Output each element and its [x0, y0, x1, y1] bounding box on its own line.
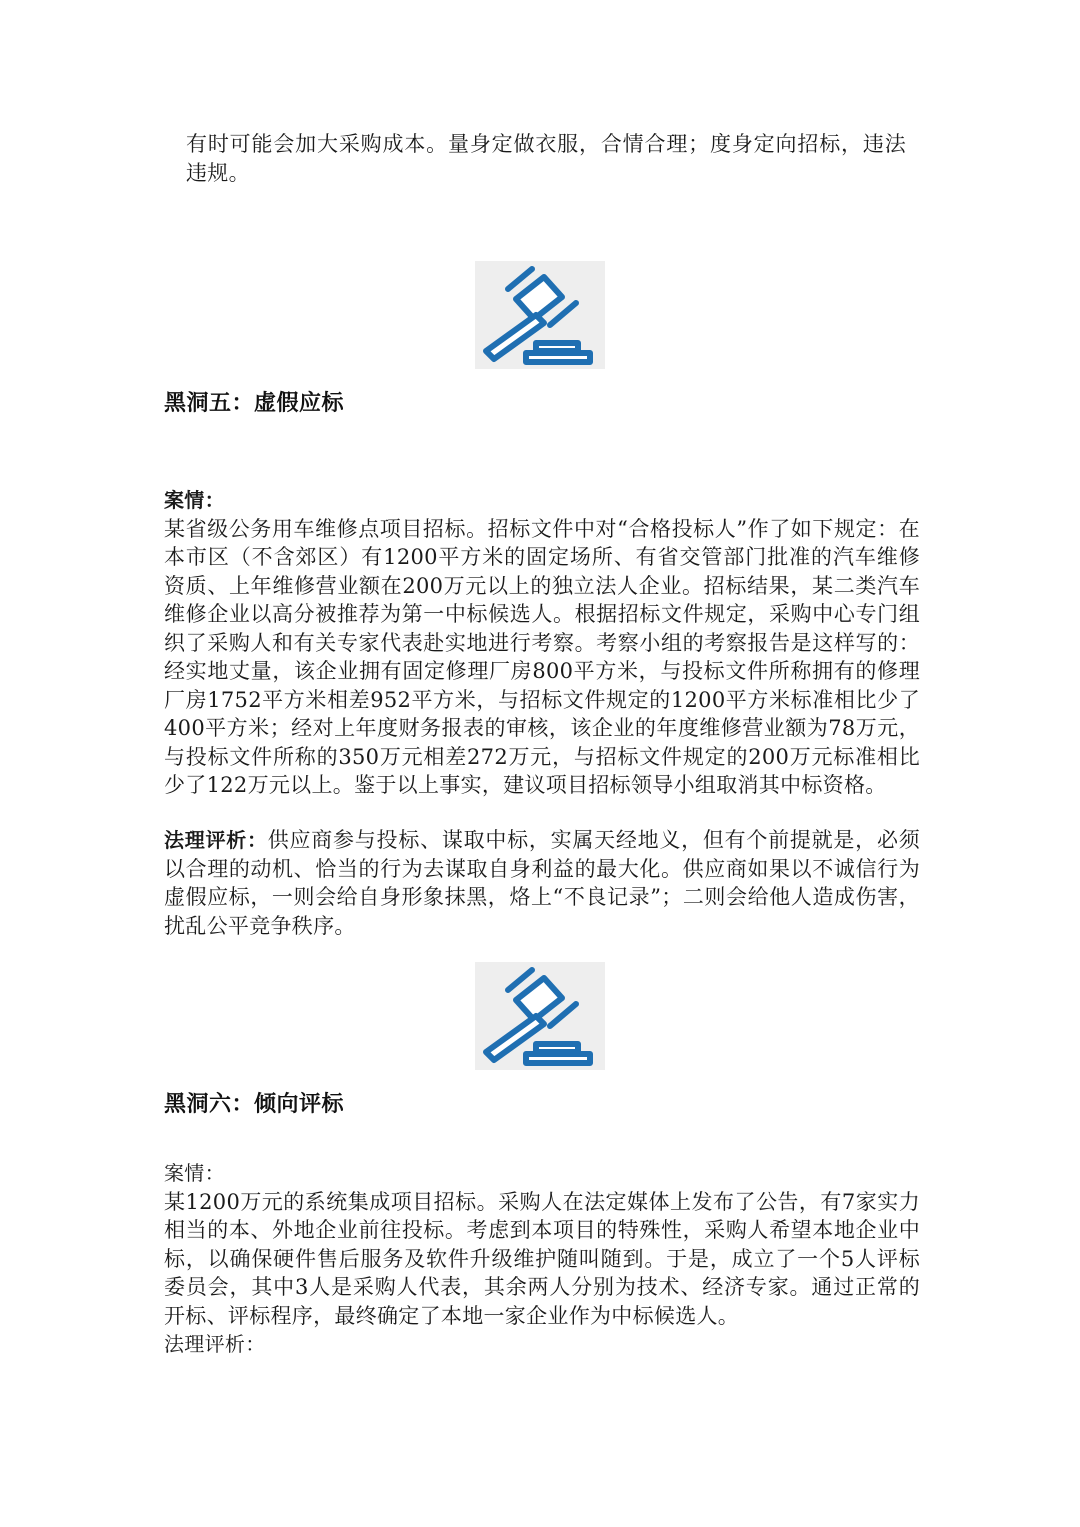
- section5-heading: 黑洞五：虚假应标: [164, 391, 345, 416]
- section5-case-text: 某省级公务用车维修点项目招标。招标文件中对“合格投标人”作了如下规定：在本市区（不含郊区）有1200平方米的固定场所、有省交管部门批准的汽车维修资质、上年维修营业额在200万元以上的独立法人企业。招标结果，某二类汽车维修企业以高分被推荐为第一中标候选人。根据招标文件规定，采购中心专门组织了采购人和有关专家代表赴实地进行考察。考察小组的考察报告是这样写的：经实地丈量，该企业拥有固定修理厂房800平方米，与投标文件所称拥有的修理厂房1752平方米相差952平方米，与招标文件规定的1200平方米标准相比少了400平方米；经对上年度财务报表的审核，该企业的年度维修营业额为78万元，与投标文件所称的350万元相差272万元，与招标文件规定的200万元标准相比少了122万元以上。鉴于以上事实，建议项目招标领导小组取消其中标资格。: [164, 516, 920, 797]
- gavel-icon: [475, 261, 605, 369]
- intro-paragraph: 有时可能会加大采购成本。量身定做衣服，合情合理；度身定向招标，违法违规。: [186, 132, 906, 185]
- gavel-icon: [475, 962, 605, 1070]
- gavel-icon-svg: [478, 964, 602, 1068]
- section5-case-label: 案情：: [164, 488, 225, 512]
- section6-case-label: 案情：: [164, 1161, 225, 1185]
- section6-analysis-label: 法理评析：: [164, 1332, 266, 1356]
- gavel-icon-svg: [478, 263, 602, 367]
- section6-case: [164, 1159, 920, 1359]
- section6-heading: 黑洞六：倾向评标: [164, 1092, 345, 1117]
- section5-analysis-text: 供应商参与投标、谋取中标，实属天经地义，但有个前提就是，必须以合理的动机、恰当的行为去谋取自身利益的最大化。供应商如果以不诚信行为虚假应标，一则会给自身形象抹黑，烙上“不良记录”；二则会给他人造成伤害，扰乱公平竞争秩序。: [164, 828, 920, 938]
- section6-case-text: 某1200万元的系统集成项目招标。采购人在法定媒体上发布了公告，有7家实力相当的本、外地企业前往投标。考虑到本项目的特殊性，采购人希望本地企业中标，以确保硬件售后服务及软件升级维护随叫随到。于是，成立了一个5人评标委员会，其中3人是采购人代表，其余两人分别为技术、经济专家。通过正常的开标、评标程序，最终确定了本地一家企业作为中标候选人。: [164, 1189, 920, 1328]
- section5-analysis-label: 法理评析：: [164, 828, 268, 852]
- section5-case: [164, 486, 920, 800]
- section5-analysis: [164, 826, 920, 940]
